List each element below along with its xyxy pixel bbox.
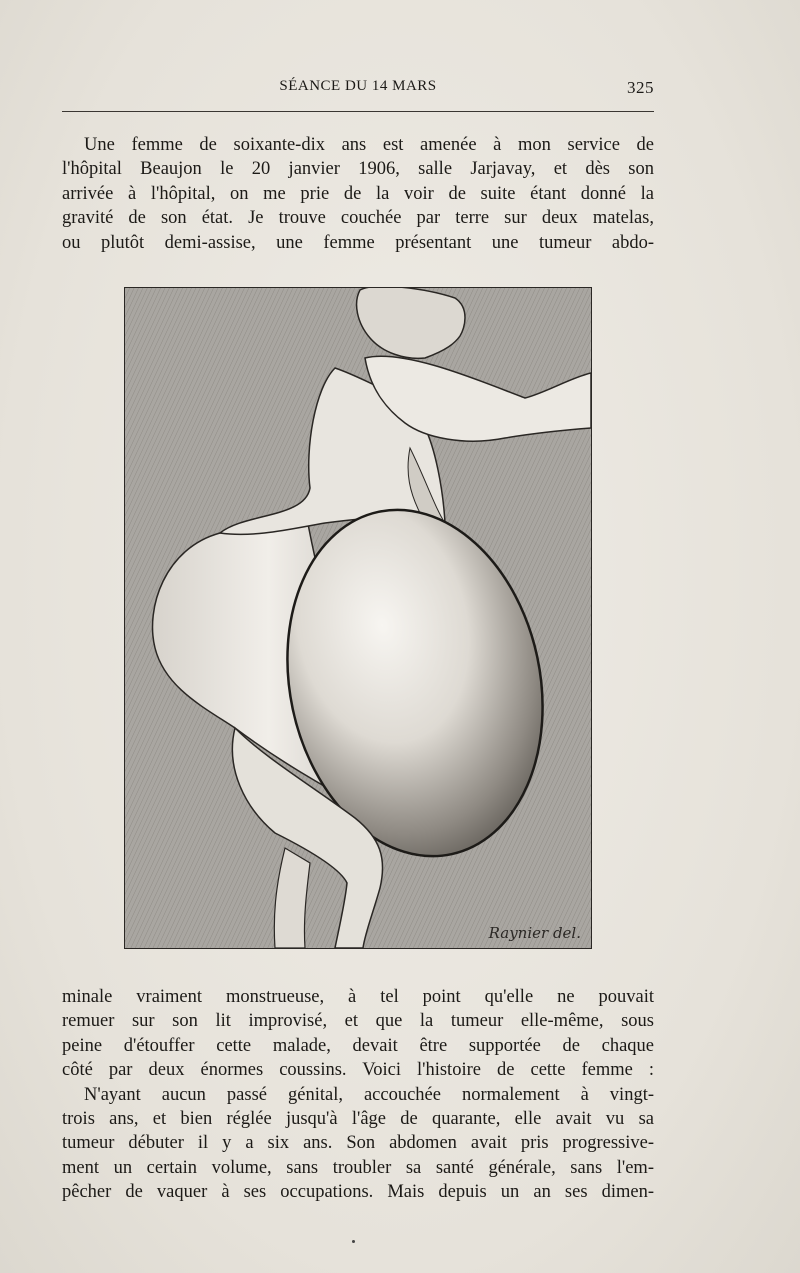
text-line: gravité de son état. Je trouve couchée par terre sur deux matelas, bbox=[62, 208, 654, 229]
text-line: côté par deux énormes coussins. Voici l'histoire de cette femme : bbox=[62, 1060, 654, 1081]
page-number: 325 bbox=[627, 78, 654, 97]
text-line: Une femme de soixante-dix ans est amenée à mon service de bbox=[84, 135, 654, 155]
paragraph-top bbox=[62, 133, 654, 255]
header-rule bbox=[62, 111, 654, 112]
footer-mark bbox=[352, 1240, 355, 1243]
text-line: pêcher de vaquer à ses occupations. Mais depuis un an ses dimen- bbox=[62, 1182, 654, 1203]
text-line: N'ayant aucun passé génital, accouchée normalement à vingt- bbox=[84, 1084, 654, 1105]
text-line: ment un certain volume, sans troubler sa santé générale, sans l'em- bbox=[62, 1157, 654, 1178]
text-line: ou plutôt demi-assise, une femme présentant une tumeur abdo- bbox=[62, 232, 654, 253]
text-line: arrivée à l'hôpital, on me prie de la voir de suite étant donné la bbox=[62, 183, 654, 204]
paragraph-bottom bbox=[62, 985, 654, 1205]
running-head-title: SÉANCE DU 14 MARS bbox=[279, 78, 437, 94]
artist-signature: Raynier del. bbox=[488, 924, 581, 942]
text-line: peine d'étouffer cette malade, devait être supportée de chaque bbox=[62, 1035, 654, 1056]
engraving-illustration bbox=[124, 287, 592, 949]
text-line: minale vraiment monstrueuse, à tel point qu'elle ne pouvait bbox=[62, 987, 654, 1007]
text-line: remuer sur son lit improvisé, et que la tumeur elle-même, sous bbox=[62, 1011, 654, 1032]
running-head bbox=[62, 78, 654, 100]
illustration-drawing bbox=[125, 288, 591, 948]
text-line: tumeur débuter il y a six ans. Son abdomen avait pris progressive- bbox=[62, 1133, 654, 1154]
text-line: trois ans, et bien réglée jusqu'à l'âge de quarante, elle avait vu sa bbox=[62, 1109, 654, 1130]
text-line: l'hôpital Beaujon le 20 janvier 1906, salle Jarjavay, et dès son bbox=[62, 159, 654, 180]
